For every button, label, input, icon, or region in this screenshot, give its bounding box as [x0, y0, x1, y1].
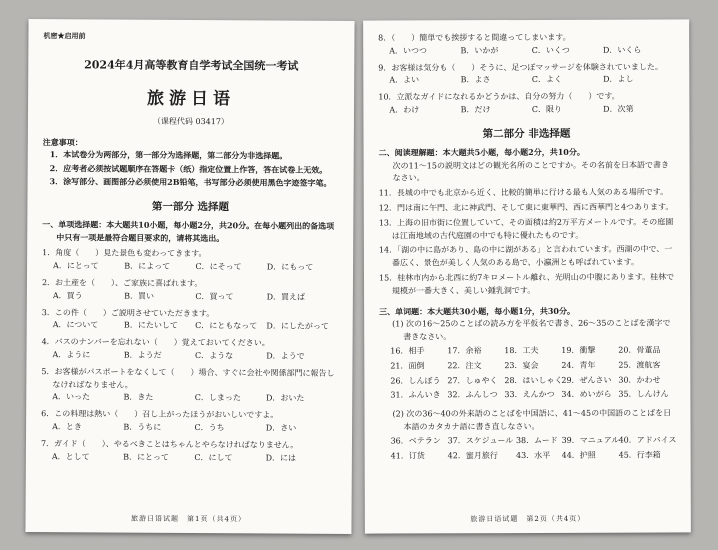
question-8: [378, 31, 674, 58]
vocab-item-34: 34．めいがら: [561, 390, 612, 400]
vocab-item-23: 23．宴会: [504, 360, 539, 370]
page1-footer: 旅游日语试题 第1页（共4页）: [131, 514, 246, 524]
option-b: B．にたいして: [123, 320, 178, 331]
vocab-item-22: 22．注文: [447, 360, 482, 371]
option-b: B．によって: [124, 261, 171, 272]
option-a: A．いった: [52, 392, 91, 402]
reading-item-11: 11．長城の中でも北京から近く、比較的簡単に行ける最も人気のある場所です。: [378, 187, 669, 198]
section3-note-2: (2) 次の36～40の外来語のことばを中国語に、41～45の中国語のことばを日本語のカタカナ語に書き直しなさい。: [392, 408, 672, 432]
notes-heading: 注意事项：: [42, 137, 83, 148]
question-4-options: [41, 349, 337, 364]
note-2: 2．应考者必须按试题顺序在答题卡（纸）指定位置上作答，答在试卷上无效。: [49, 162, 328, 175]
question-5: [41, 366, 337, 406]
question-4: [41, 336, 337, 363]
reading-item-13: 13．上海の旧市街に位置していて、その面積は約2万平方メートルです。その庭園は江南地域の古代庭園の中でも特に優れたものです。: [378, 217, 674, 241]
question-6: [41, 408, 337, 435]
vocab-item-24: 24．青年: [561, 360, 596, 370]
vocab-item-39: 39．マニュアル: [561, 435, 620, 445]
option-d: D．にもって: [266, 262, 314, 272]
question-9-stem: 9．お客様は気分も（ ）そうに、足つぼマッサージを体験されていました。: [378, 62, 663, 73]
option-b: B．にとって: [123, 452, 169, 462]
option-d: D．ようで: [266, 351, 305, 361]
vocab-item-28: 28．はいしゃく: [504, 375, 563, 385]
option-c: C．しまった: [194, 393, 241, 403]
vocab-row-26-30: [379, 373, 675, 389]
vocab-item-20: 20．骨董品: [618, 345, 661, 355]
reading-item-15: 15．桂林市内から北西に約7キロメートル離れ、光明山の中腹にあります。桂林で規模が一番大きく、美しい鍾乳洞です。: [378, 272, 675, 296]
option-c: C．にそって: [195, 262, 242, 272]
exam-page-1: [25, 19, 354, 534]
question-7: [41, 438, 337, 465]
question-3-options: [42, 319, 338, 334]
exam-page-2: [363, 19, 691, 533]
vocab-item-44: 44．护照: [561, 450, 596, 460]
confidential-label: 机密★启用前: [43, 31, 86, 41]
reading-item-14: 14．「湖の中に島があり、島の中に湖がある」と言われています。西湖の中で、一番広く、景色が美しく人気のある島で、小瀛洲とも呼ばれています。: [378, 244, 673, 268]
vocab-item-36: 36．ベテラン: [390, 436, 441, 446]
part1-heading: 第一部分 选择题: [151, 200, 230, 214]
option-a: A．にとって: [53, 261, 99, 271]
option-c: C．いくつ: [531, 45, 570, 55]
option-a: A．として: [51, 451, 90, 461]
vocab-item-19: 19．衝撃: [561, 345, 596, 355]
vocab-row-36-40: [380, 433, 676, 449]
vocab-row-41-45: [380, 448, 676, 464]
question-3: [42, 307, 338, 334]
option-b: B．いかが: [460, 45, 499, 56]
question-5-stem: 5．お客様がパスポートをなくして（ ）場合、すぐに会社や関係部門に報告しなければなりません。: [41, 366, 335, 390]
vocab-item-17: 17．余裕: [447, 346, 482, 356]
vocab-item-29: 29．ぜんさい: [561, 375, 612, 385]
vocab-item-37: 37．スケジュール: [447, 435, 514, 445]
section2-note: 次の11～15の説明文はどの観光名所のことですか。その名前を日本語で書きなさい。: [392, 160, 669, 183]
vocab-item-32: 32．ふんしつ: [447, 390, 498, 400]
question-1: [42, 247, 338, 274]
question-6-stem: 6．この料理は熱い（ ）召し上がったほうがおいしいですよ。: [41, 409, 279, 420]
vocab-row-16-20: [379, 343, 675, 359]
vocab-item-42: 42．蜜月旅行: [447, 450, 498, 460]
question-2-stem: 2．お土産を（ ）、ご家族に喜ばれます。: [41, 278, 203, 289]
question-7-options: [41, 451, 337, 466]
option-d: D．には: [265, 452, 297, 463]
question-2: [42, 277, 338, 304]
section3-intro: 三、单词题：本大题共30小题，每小题1分，共30分。: [379, 305, 575, 317]
vocab-item-43: 43．水平: [515, 450, 551, 460]
reading-item-12: 12．門は南に午門、北に神武門、そして東に東華門、西に西華門と4つあります。: [378, 202, 674, 213]
vocab-item-40: 40．アドバイス: [618, 435, 677, 445]
section1-intro: 一、单项选择题：本大题共10小题，每小题2分，共20分。在每小题列出的备选项中只有一项是最符合题目要求的，请将其选出。: [42, 218, 335, 243]
vocab-item-41: 41．订货: [390, 450, 425, 460]
vocab-row-31-35: [379, 388, 675, 404]
part2-heading: 第二部分 非选择题: [482, 127, 571, 140]
option-c: C．にして: [194, 452, 233, 462]
subject-title: 旅游日语: [147, 88, 236, 110]
vocab-item-16: 16．相手: [390, 346, 425, 356]
option-a: A．について: [52, 320, 99, 330]
vocab-item-21: 21．面倒: [390, 361, 425, 371]
option-d: D．買えば: [266, 292, 306, 302]
question-4-stem: 4．バスのナンバーを忘れない（ ）覚えておいてください。: [41, 337, 270, 348]
option-a: A．よい: [389, 75, 420, 85]
question-7-stem: 7．ガイド（ ）、やるべきことはちゃんとやらなければなりません。: [40, 438, 299, 450]
section3-note-1: (1) 次の16～25のことばの読み方を平仮名で書き、26～35のことばを漢字で書きなさい。: [392, 318, 671, 342]
option-b: B．だけ: [460, 105, 491, 115]
section2-intro: 二、阅读理解题：本大题共5小题，每小题2分，共10分。: [378, 146, 585, 158]
question-8-stem: 8．（ ）簡単でも挨拶すると間違ってしまいます。: [378, 32, 571, 43]
option-a: A．わけ: [389, 105, 420, 115]
option-c: C．ような: [194, 350, 234, 361]
option-d: D．おいた: [265, 393, 305, 404]
option-d: D．よし: [603, 75, 634, 85]
vocab-item-18: 18．工夫: [504, 345, 539, 356]
option-c: C．よく: [531, 75, 562, 85]
option-c: C．限り: [531, 104, 563, 114]
vocab-item-31: 31．ふんいき: [390, 390, 441, 400]
question-10-options: [378, 103, 674, 117]
question-1-options: [42, 260, 338, 275]
question-9-options: [378, 74, 674, 88]
vocab-item-33: 33．えんかつ: [504, 390, 555, 400]
option-c: C．うち: [194, 422, 225, 433]
option-d: D．さい: [265, 423, 297, 433]
option-d: D．いくら: [602, 45, 642, 55]
vocab-item-27: 27．しゅやく: [447, 375, 498, 385]
option-a: A．ように: [52, 350, 91, 360]
vocab-item-26: 26．しんぼう: [390, 375, 441, 386]
vocab-row-21-25: [379, 358, 675, 374]
option-c: C．買って: [195, 291, 234, 302]
question-10-stem: 10．立派なガイドになれるかどうかは、自分の努力（ ）です。: [378, 91, 620, 102]
option-b: B．よさ: [460, 75, 491, 85]
question-10: [378, 91, 674, 118]
option-b: B．うちに: [123, 422, 162, 432]
vocab-item-25: 25．渡航客: [618, 360, 661, 370]
question-9: [378, 61, 674, 88]
vocab-item-38: 38．ムード: [515, 435, 558, 445]
page2-footer: 旅游日语试题 第2页（共4页）: [470, 514, 586, 524]
option-d: D．次第: [603, 104, 634, 114]
vocab-item-45: 45．行李箱: [618, 450, 661, 460]
option-b: B．きた: [123, 392, 154, 403]
question-6-options: [41, 421, 337, 436]
note-3: 3．涂写部分、画图部分必须使用2B铅笔，书写部分必须使用黑色字迹签字笔。: [49, 176, 332, 189]
question-8-options: [378, 44, 674, 58]
question-1-stem: 1．角度（ ）見た景色も変わってきます。: [42, 248, 207, 259]
option-a: A．いつつ: [389, 46, 428, 56]
vocab-item-30: 30．かわせ: [618, 375, 661, 385]
vocab-item-35: 35．しんけん: [618, 389, 669, 400]
question-3-stem: 3．この件（ ）ご説明させていただきます。: [41, 307, 215, 318]
option-b: B．買い: [124, 291, 155, 301]
option-b: B．ようだ: [123, 350, 162, 360]
option-c: C．にともなって: [195, 321, 258, 331]
option-a: A．とき: [52, 422, 82, 432]
question-5-options: [41, 391, 337, 406]
exam-title: 2024年4月高等教育自学考试全国统一考试: [84, 58, 299, 73]
note-1: 1．本试卷分为两部分，第一部分为选择题，第二部分为非选择题。: [49, 149, 288, 161]
question-2-options: [42, 290, 338, 305]
course-code: （课程代码 03417）: [152, 116, 229, 127]
option-d: D．にしたがって: [266, 321, 329, 332]
option-a: A．買う: [52, 290, 83, 301]
